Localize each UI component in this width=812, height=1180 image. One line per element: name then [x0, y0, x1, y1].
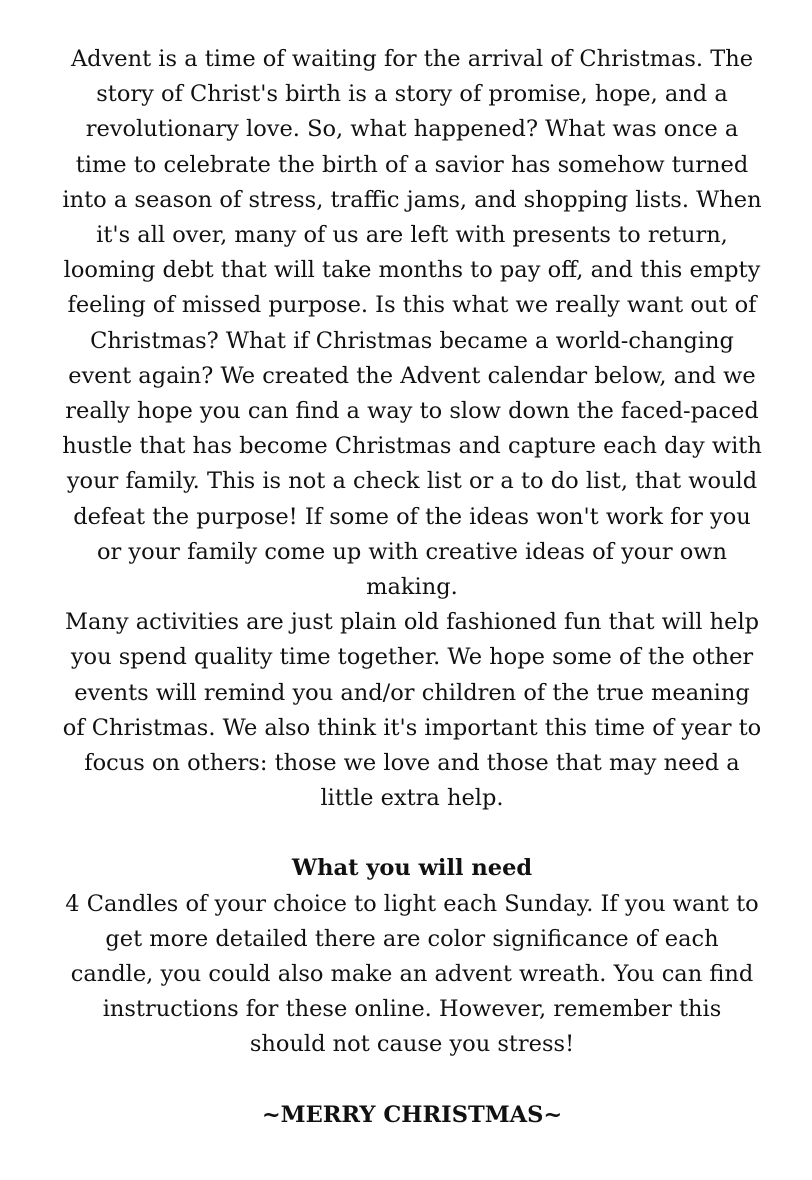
closing-greeting: ~MERRY CHRISTMAS~	[261, 1101, 563, 1128]
needs-paragraph: 4 Candles of your choice to light each Sunday. If you want to get more detailed there are color significance of each candle, you could also make an advent wreath. You can find instructions for these online. However, remember this should not cause you stress!	[65, 890, 759, 1058]
spacer	[62, 816, 762, 851]
intro-paragraph: Advent is a time of waiting for the arrival of Christmas. The story of Christ's birth is a story of promise, hope, and a revolutionary love. So, what happened? What was once a time to celebrate the birth of a savior has somehow turned into a season of stress, traffic jams, and shopping lists. When it's all over, many of us are left with presents to return, looming debt that will take months to pay off, and this empty feeling of missed purpose. Is this what we really want out of Christmas? What if Christmas became a world-changing event again? We created the Advent calendar below, and we really hope you can find a way to slow down the faced-paced hustle that has become Christmas and capture each day with your family. This is not a check list or a to do list, that would defeat the purpose! If some of the ideas won't work for you or your family come up with creative ideas of your own making.	[62, 46, 762, 601]
needs-heading: What you will need	[291, 855, 533, 882]
spacer	[62, 1063, 762, 1098]
document-body	[62, 42, 762, 1133]
activities-paragraph: Many activities are just plain old fashioned fun that will help you spend quality time together. We hope some of the other events will remind you and/or children of the true meaning of Christmas. We also think it's important this time of year to focus on others: those we love and those that may need a little extra help.	[62, 609, 762, 812]
